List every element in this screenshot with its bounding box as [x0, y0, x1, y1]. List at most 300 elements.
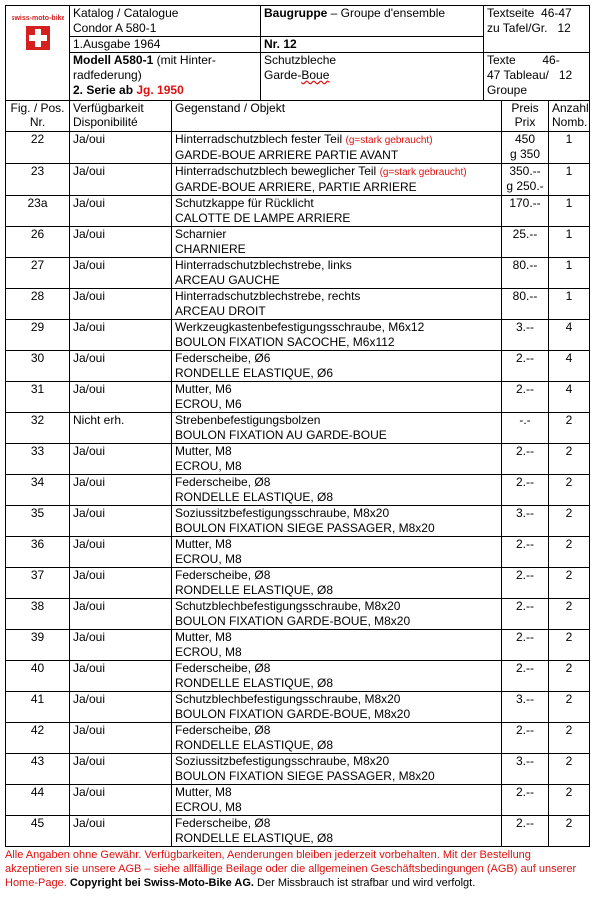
- pos-cell: [6, 475, 70, 506]
- table-row: [6, 785, 590, 816]
- availability: Ja/oui: [73, 382, 106, 396]
- quantity: 1: [565, 196, 573, 210]
- pos-cell: [6, 413, 70, 444]
- pos-cell: [6, 723, 70, 754]
- availability: Ja/oui: [73, 475, 106, 489]
- price-used: g 250.-: [506, 179, 544, 193]
- item-name-de: Scharnier: [175, 227, 227, 241]
- availability: Ja/oui: [73, 164, 106, 178]
- item-cell: [172, 568, 502, 599]
- pos-number: 27: [30, 258, 45, 272]
- price: 170.--: [509, 196, 541, 210]
- price: 3.--: [516, 320, 534, 334]
- catalog-page: [5, 5, 589, 890]
- availability-cell: [70, 258, 172, 289]
- price: 3.--: [516, 692, 534, 706]
- price: 80.--: [512, 258, 538, 272]
- availability-cell: [70, 754, 172, 785]
- pos-number: 41: [30, 692, 45, 706]
- availability: Nicht erh.: [73, 413, 125, 427]
- group-label: Baugruppe: [264, 6, 328, 20]
- availability: Ja/oui: [73, 196, 106, 210]
- item-name-fr: BOULON FIXATION SIEGE PASSAGER, M8x20: [175, 521, 435, 535]
- footer-disclaimer: [5, 848, 589, 890]
- item-name-fr: RONDELLE ELASTIQUE, Ø8: [175, 831, 334, 845]
- table-row: [6, 537, 590, 568]
- item-cell: [172, 227, 502, 258]
- pos-number: 30: [30, 351, 45, 365]
- qty-cell: [549, 289, 590, 320]
- item-name-fr: GARDE-BOUE ARRIERE PARTIE AVANT: [175, 148, 399, 162]
- item-cell: [172, 475, 502, 506]
- item-name-fr: RONDELLE ELASTIQUE, Ø8: [175, 676, 334, 690]
- availability: Ja/oui: [73, 351, 106, 365]
- price: 2.--: [516, 444, 534, 458]
- pos-number: 36: [30, 537, 45, 551]
- item-name-de: Mutter, M8: [175, 785, 232, 799]
- text-page-2: zu Tafel/Gr. 12: [487, 21, 571, 35]
- pos-cell: [6, 258, 70, 289]
- pos-cell: [6, 568, 70, 599]
- edition-cell: [70, 37, 261, 53]
- item-name-fr: RONDELLE ELASTIQUE, Ø8: [175, 490, 334, 504]
- availability-cell: [70, 692, 172, 723]
- pos-number: 23: [30, 164, 45, 178]
- quantity: 2: [565, 785, 573, 799]
- quantity: 2: [565, 413, 573, 427]
- availability: Ja/oui: [73, 816, 106, 830]
- item-name-de: Hinterradschutzblechstrebe, links: [175, 258, 352, 272]
- availability: Ja/oui: [73, 320, 106, 334]
- table-row: [6, 816, 590, 847]
- group-name-de: Schutzbleche: [264, 53, 337, 67]
- price: 2.--: [516, 661, 534, 675]
- disclaimer-text: Alle Angaben ohne Gewähr. Verfügbarkeiten, Aenderungen bleiben jederzeit vorbehalten. Mit der Bestellung akzeptieren sie unsere AGB – siehe allfällige Beilage oder die allgemeinen Geschäftsbedingungen (AGB) auf unserer Home-Page.: [5, 849, 577, 889]
- price-cell: [502, 692, 549, 723]
- quantity: 4: [565, 351, 573, 365]
- item-cell: [172, 630, 502, 661]
- availability: Ja/oui: [73, 785, 106, 799]
- pos-cell: [6, 816, 70, 847]
- table-row: [6, 382, 590, 413]
- availability-cell: [70, 475, 172, 506]
- price: 2.--: [516, 785, 534, 799]
- item-name-fr: RONDELLE ELASTIQUE, Ø8: [175, 738, 334, 752]
- item-cell: [172, 785, 502, 816]
- availability: Ja/oui: [73, 723, 106, 737]
- item-cell: [172, 723, 502, 754]
- price-cell: [502, 196, 549, 227]
- catalog-line2: Condor A 580-1: [73, 21, 157, 35]
- qty-cell: [549, 630, 590, 661]
- table-row: [6, 164, 590, 196]
- quantity: 1: [565, 227, 573, 241]
- item-name-fr: RONDELLE ELASTIQUE, Ø8: [175, 583, 334, 597]
- availability-cell: [70, 132, 172, 164]
- item-name-de: Hinterradschutzblech beweglicher Teil (g=stark gebraucht): [175, 164, 467, 178]
- copyright-label: Copyright bei Swiss-Moto-Bike AG.: [66, 877, 254, 889]
- item-note: (g=stark gebraucht): [379, 167, 467, 178]
- availability-cell: [70, 816, 172, 847]
- pos-number: 34: [30, 475, 45, 489]
- pos-number: 29: [30, 320, 45, 334]
- price: 3.--: [516, 754, 534, 768]
- col-item: Gegenstand / Objekt: [172, 101, 502, 132]
- item-name-fr: CHARNIERE: [175, 242, 246, 256]
- item-name-de: Federscheibe, Ø8: [175, 475, 271, 489]
- availability: Ja/oui: [73, 692, 106, 706]
- price-cell: [502, 132, 549, 164]
- qty-cell: [549, 444, 590, 475]
- item-name-de: Federscheibe, Ø8: [175, 661, 271, 675]
- price: -.-: [519, 413, 531, 427]
- item-cell: [172, 816, 502, 847]
- item-name-de: Strebenbefestigungsbolzen: [175, 413, 321, 427]
- price: 2.--: [516, 816, 534, 830]
- price-cell: [502, 351, 549, 382]
- table-row: [6, 475, 590, 506]
- table-row: [6, 630, 590, 661]
- pos-cell: [6, 382, 70, 413]
- table-row: [6, 196, 590, 227]
- price: 2.--: [516, 537, 534, 551]
- price-cell: [502, 258, 549, 289]
- availability: Ja/oui: [73, 258, 106, 272]
- item-name-de: Federscheibe, Ø8: [175, 723, 271, 737]
- availability-cell: [70, 351, 172, 382]
- logo-cell: [6, 6, 70, 101]
- item-cell: [172, 754, 502, 785]
- availability: Ja/oui: [73, 568, 106, 582]
- item-name-fr: ARCEAU GAUCHE: [175, 273, 280, 287]
- number-cell: [261, 37, 484, 53]
- quantity: 2: [565, 816, 573, 830]
- item-cell: [172, 164, 502, 196]
- quantity: 2: [565, 599, 573, 613]
- price: 2.--: [516, 630, 534, 644]
- item-cell: [172, 599, 502, 630]
- qty-cell: [549, 258, 590, 289]
- table-row: [6, 289, 590, 320]
- item-name-fr: BOULON FIXATION GARDE-BOUE, M8x20: [175, 614, 411, 628]
- item-name-fr: BOULON FIXATION SACOCHE, M6x112: [175, 335, 395, 349]
- item-name-fr: ECROU, M8: [175, 552, 242, 566]
- qty-cell: [549, 320, 590, 351]
- qty-cell: [549, 754, 590, 785]
- col-fig: Fig. / Pos. Nr.: [6, 101, 70, 132]
- quantity: 2: [565, 754, 573, 768]
- price: 3.--: [516, 506, 534, 520]
- price: 350.--: [509, 164, 541, 178]
- availability-cell: [70, 320, 172, 351]
- availability: Ja/oui: [73, 227, 106, 241]
- quantity: 1: [565, 132, 573, 146]
- pos-cell: [6, 351, 70, 382]
- qty-cell: [549, 164, 590, 196]
- item-name-de: Mutter, M8: [175, 537, 232, 551]
- text-page-fr-cell: [484, 53, 590, 101]
- price: 2.--: [516, 382, 534, 396]
- availability-cell: [70, 506, 172, 537]
- item-name-de: Federscheibe, Ø8: [175, 816, 271, 830]
- item-name-fr: ARCEAU DROIT: [175, 304, 266, 318]
- price-used: g 350: [509, 147, 541, 161]
- text-page-4: 47 Tableau/ 12: [487, 68, 573, 82]
- qty-cell: [549, 568, 590, 599]
- price-cell: [502, 164, 549, 196]
- availability: Ja/oui: [73, 537, 106, 551]
- item-cell: [172, 506, 502, 537]
- pos-cell: [6, 599, 70, 630]
- table-row: [6, 413, 590, 444]
- qty-cell: [549, 661, 590, 692]
- price: 450: [514, 132, 536, 146]
- parts-table: [5, 100, 590, 847]
- item-name-fr: ECROU, M8: [175, 459, 242, 473]
- text-page-5: Groupe: [487, 83, 528, 97]
- pos-cell: [6, 692, 70, 723]
- pos-number: 39: [30, 630, 45, 644]
- price: 2.--: [516, 475, 534, 489]
- catalog-line1: Katalog / Catalogue: [73, 6, 179, 20]
- quantity: 1: [565, 258, 573, 272]
- pos-number: 43: [30, 754, 45, 768]
- item-cell: [172, 661, 502, 692]
- pos-number: 35: [30, 506, 45, 520]
- qty-cell: [549, 537, 590, 568]
- text-page-cell: [484, 6, 590, 53]
- qty-cell: [549, 196, 590, 227]
- qty-cell: [549, 692, 590, 723]
- price-cell: [502, 475, 549, 506]
- qty-cell: [549, 475, 590, 506]
- pos-cell: [6, 444, 70, 475]
- pos-cell: [6, 754, 70, 785]
- pos-number: 45: [30, 816, 45, 830]
- item-cell: [172, 413, 502, 444]
- availability: Ja/oui: [73, 754, 106, 768]
- table-row: [6, 132, 590, 164]
- price-cell: [502, 289, 549, 320]
- availability-cell: [70, 196, 172, 227]
- table-row: [6, 351, 590, 382]
- qty-cell: [549, 132, 590, 164]
- table-row: [6, 599, 590, 630]
- pos-cell: [6, 196, 70, 227]
- item-name-fr: ECROU, M8: [175, 800, 242, 814]
- pos-cell: [6, 630, 70, 661]
- price-cell: [502, 568, 549, 599]
- price-cell: [502, 630, 549, 661]
- price-cell: [502, 599, 549, 630]
- item-name-fr: GARDE-BOUE ARRIERE, PARTIE ARRIERE: [175, 180, 417, 194]
- item-cell: [172, 444, 502, 475]
- availability-cell: [70, 413, 172, 444]
- qty-cell: [549, 227, 590, 258]
- price-cell: [502, 227, 549, 258]
- pos-cell: [6, 289, 70, 320]
- quantity: 4: [565, 382, 573, 396]
- col-price: Preis Prix: [502, 101, 549, 132]
- item-name-fr: RONDELLE ELASTIQUE, Ø6: [175, 366, 334, 380]
- quantity: 1: [565, 164, 573, 178]
- text-page-3: Texte 46-: [487, 53, 560, 67]
- price: 2.--: [516, 351, 534, 365]
- table-row: [6, 692, 590, 723]
- item-name-de: Schutzblechbefestigungsschraube, M8x20: [175, 599, 401, 613]
- pos-number: 33: [30, 444, 45, 458]
- item-name-de: Schutzkappe für Rücklicht: [175, 196, 314, 210]
- quantity: 2: [565, 568, 573, 582]
- qty-cell: [549, 413, 590, 444]
- pos-number: 37: [30, 568, 45, 582]
- pos-cell: [6, 164, 70, 196]
- availability-cell: [70, 382, 172, 413]
- qty-cell: [549, 506, 590, 537]
- item-cell: [172, 537, 502, 568]
- item-cell: [172, 320, 502, 351]
- item-name-de: Federscheibe, Ø8: [175, 568, 271, 582]
- price-cell: [502, 723, 549, 754]
- qty-cell: [549, 816, 590, 847]
- table-row: [6, 320, 590, 351]
- item-name-fr: CALOTTE DE LAMPE ARRIERE: [175, 211, 351, 225]
- item-cell: [172, 351, 502, 382]
- quantity: 2: [565, 506, 573, 520]
- availability: Ja/oui: [73, 599, 106, 613]
- price: 2.--: [516, 599, 534, 613]
- pos-number: 26: [30, 227, 45, 241]
- pos-number: 42: [30, 723, 45, 737]
- price-cell: [502, 816, 549, 847]
- pos-cell: [6, 320, 70, 351]
- quantity: 2: [565, 444, 573, 458]
- item-cell: [172, 258, 502, 289]
- availability-cell: [70, 568, 172, 599]
- price-cell: [502, 413, 549, 444]
- pos-cell: [6, 132, 70, 164]
- item-cell: [172, 132, 502, 164]
- group-name-cell: [261, 53, 484, 101]
- svg-text:swiss-moto-bike: swiss-moto-bike: [11, 15, 64, 22]
- copyright-text: Der Missbrauch ist strafbar und wird verfolgt.: [253, 877, 476, 889]
- item-name-de: Schutzblechbefestigungsschraube, M8x20: [175, 692, 401, 706]
- availability-cell: [70, 444, 172, 475]
- table-row: [6, 258, 590, 289]
- model-cell: [70, 53, 261, 101]
- item-name-fr: BOULON FIXATION AU GARDE-BOUE: [175, 428, 387, 442]
- item-name-fr: BOULON FIXATION SIEGE PASSAGER, M8x20: [175, 769, 435, 783]
- qty-cell: [549, 723, 590, 754]
- item-note: (g=stark gebraucht): [345, 135, 433, 146]
- availability-cell: [70, 537, 172, 568]
- price-cell: [502, 320, 549, 351]
- item-name-fr: BOULON FIXATION GARDE-BOUE, M8x20: [175, 707, 411, 721]
- item-name-de: Hinterradschutzblech fester Teil (g=stark gebraucht): [175, 132, 433, 146]
- col-qty: Anzahl Nomb.: [549, 101, 590, 132]
- price: 25.--: [512, 227, 538, 241]
- edition: 1.Ausgabe 1964: [73, 37, 161, 51]
- availability-cell: [70, 227, 172, 258]
- group-cell: [261, 6, 484, 37]
- availability-cell: [70, 164, 172, 196]
- group-label-rest: – Groupe d'ensemble: [327, 6, 446, 20]
- text-page-1: Textseite 46-47: [487, 6, 572, 20]
- table-row: [6, 568, 590, 599]
- item-name-fr: ECROU, M6: [175, 397, 242, 411]
- table-row: [6, 506, 590, 537]
- pos-number: 22: [30, 132, 45, 146]
- price-cell: [502, 661, 549, 692]
- item-cell: [172, 196, 502, 227]
- qty-cell: [549, 599, 590, 630]
- quantity: 2: [565, 661, 573, 675]
- item-name-fr: ECROU, M8: [175, 645, 242, 659]
- quantity: 2: [565, 475, 573, 489]
- catalog-cell: [70, 6, 261, 37]
- price-cell: [502, 506, 549, 537]
- availability-cell: [70, 785, 172, 816]
- availability: Ja/oui: [73, 132, 106, 146]
- availability-cell: [70, 289, 172, 320]
- group-number: Nr. 12: [264, 37, 297, 51]
- pos-number: 31: [30, 382, 45, 396]
- item-name-de: Soziussitzbefestigungsschraube, M8x20: [175, 506, 390, 520]
- availability: Ja/oui: [73, 444, 106, 458]
- availability: Ja/oui: [73, 289, 106, 303]
- item-name-de: Mutter, M6: [175, 382, 232, 396]
- pos-cell: [6, 785, 70, 816]
- item-name-de: Federscheibe, Ø6: [175, 351, 271, 365]
- item-name-de: Hinterradschutzblechstrebe, rechts: [175, 289, 361, 303]
- item-name-de: Soziussitzbefestigungsschraube, M8x20: [175, 754, 390, 768]
- pos-number: 32: [30, 413, 45, 427]
- item-cell: [172, 289, 502, 320]
- header-table: [5, 5, 590, 101]
- price-cell: [502, 537, 549, 568]
- price: 2.--: [516, 568, 534, 582]
- item-name-de: Mutter, M8: [175, 630, 232, 644]
- quantity: 4: [565, 320, 573, 334]
- price: 2.--: [516, 723, 534, 737]
- qty-cell: [549, 351, 590, 382]
- pos-cell: [6, 537, 70, 568]
- pos-number: 44: [30, 785, 45, 799]
- pos-number: 38: [30, 599, 45, 613]
- qty-cell: [549, 785, 590, 816]
- serie-year: Jg. 1950: [136, 83, 184, 97]
- table-row: [6, 444, 590, 475]
- col-avail: Verfügbarkeit Disponibilité: [70, 101, 172, 132]
- column-header-row: [6, 101, 590, 132]
- pos-cell: [6, 661, 70, 692]
- availability-cell: [70, 630, 172, 661]
- price-cell: [502, 754, 549, 785]
- quantity: 2: [565, 692, 573, 706]
- availability: Ja/oui: [73, 630, 106, 644]
- table-row: [6, 723, 590, 754]
- model-name: Modell A580-1: [73, 53, 154, 67]
- pos-number: 23a: [27, 196, 48, 210]
- table-row: [6, 754, 590, 785]
- quantity: 1: [565, 289, 573, 303]
- model-detail: (mit Hinter-radfederung): [73, 53, 216, 82]
- availability: Ja/oui: [73, 661, 106, 675]
- availability-cell: [70, 599, 172, 630]
- quantity: 2: [565, 630, 573, 644]
- quantity: 2: [565, 537, 573, 551]
- group-name-fr: Garde-Boue: [264, 68, 330, 82]
